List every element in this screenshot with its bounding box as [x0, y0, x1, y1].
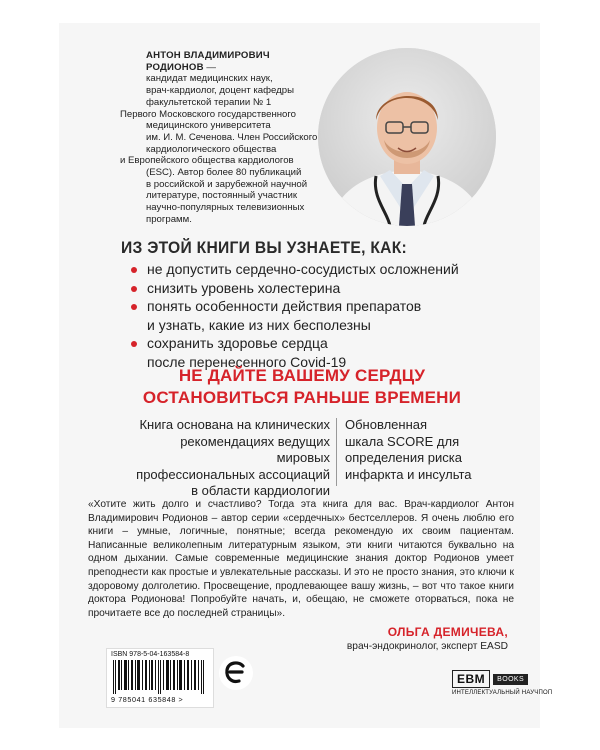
author-bio: АНТОН ВЛАДИМИРОВИЧ РОДИОНОВ — кандидат медицинских наук, врач-кардиолог, доцент кафедры факультетской терапии № 1 Первого Московского государственного медицинского университета им. И. М. Сеченова. Член Российского кардиологического общества и Европейского общества кардиологов (ESC). Автор более 80 публикаций в российской и зарубежной научной литературе, постоянный участник научно-популярных телевизионных программ. [120, 50, 328, 226]
quote-author-name: ОЛЬГА ДЕМИЧЕВА, [387, 625, 508, 639]
fact-line: рекомендациях ведущих мировых [180, 433, 330, 465]
bio-line: медицинского университета [146, 120, 271, 132]
bio-line: литературе, постоянный участник [146, 190, 298, 202]
imprint-tagline: ИНТЕЛЛЕКТУАЛЬНЫЙ НАУЧПОП [452, 690, 553, 696]
fact-line: определения риска [345, 450, 462, 465]
bio-line: факультетской терапии № 1 [146, 96, 272, 108]
fact-line: профессиональных ассоциаций [136, 466, 330, 482]
bio-line: программ. [146, 213, 192, 225]
bullet-icon [131, 341, 137, 347]
imprint-books-label: BOOKS [493, 674, 528, 685]
list-item [131, 260, 511, 279]
slogan [120, 365, 484, 409]
bio-line: врач-кардиолог, доцент кафедры [146, 85, 294, 97]
facts-divider [336, 418, 337, 486]
fact-line: шкала SCORE для [345, 433, 460, 449]
list-item-text-cont: после перенесенного Covid-19 [147, 353, 347, 370]
fact-line: инфаркта и инсульта [345, 466, 472, 482]
barcode-number: 9 785041 635848 > [111, 695, 184, 704]
bio-line: кардиологического общества [146, 143, 277, 155]
fact-line: в области кардиологии [191, 483, 330, 498]
list-item [131, 297, 511, 334]
author-photo [318, 48, 496, 226]
slogan-line: НЕ ДАЙТЕ ВАШЕМУ СЕРДЦУ [178, 366, 426, 385]
list-item [131, 279, 511, 298]
publisher-logo-icon [218, 655, 254, 691]
fact-line: Обновленная [345, 417, 428, 432]
list-item-text-cont: и узнать, какие из них бесполезны [147, 316, 371, 333]
isbn-text: ISBN 978-5-04-163584-8 [111, 651, 190, 658]
list-item-text: не допустить сердечно-сосудистых осложнений [147, 261, 459, 277]
learn-heading: ИЗ ЭТОЙ КНИГИ ВЫ УЗНАЕТЕ, КАК: [121, 238, 408, 257]
bio-line: Первого Московского государственного [120, 108, 297, 120]
bio-line: и Европейского общества кардиологов [120, 155, 294, 167]
fact-left [130, 417, 330, 500]
list-item-text: понять особенности действия препаратов [147, 298, 422, 314]
bio-line: в российской и зарубежной научной [146, 178, 308, 190]
list-item-text: сохранить здоровье сердца [147, 335, 328, 351]
list-item-text: снизить уровень холестерина [147, 279, 341, 296]
barcode-icon [111, 660, 209, 694]
bio-line: (ESC). Автор более 80 публикаций [146, 167, 302, 179]
bio-line: кандидат медицинских наук, [146, 73, 273, 85]
imprint-logo [452, 670, 552, 696]
review-quote: «Хотите жить долго и счастливо? Тогда эта книга для вас. Врач-кардиолог Антон Владимирович Родионов – автор серии «сердечных» бестселлеров. Я очень люблю его книги – умные, логичные, понятные; всегда рекомендую их своим пациентам. Написанные великолепным литературным языком, эти книги читаются буквально на одном дыхании. Самые современные медицинские знания доктор Родионов умеет преподнести как простые и увлекательные рассказы. И это не просто знания, это ключи к здоровому долголетию. Просвещение, продлевающее вашу жизнь, – вот что такое книги доктора Родионова! Попробуйте начать, и, обещаю, не сможете оторваться, пока не прочитаете все до последней страницы». [88, 499, 514, 619]
author-name: АНТОН ВЛАДИМИРОВИЧ РОДИОНОВ [146, 50, 270, 73]
bio-line: научно-популярных телевизионных [146, 202, 305, 214]
imprint-logo-mark: ЕВМ [452, 670, 490, 688]
barcode-box [106, 648, 214, 708]
quote-author-role: врач-эндокринолог, эксперт EASD [346, 641, 508, 652]
quote-author [347, 625, 508, 652]
bullet-icon [131, 286, 137, 292]
fact-right [345, 417, 510, 483]
slogan-line: ОСТАНОВИТЬСЯ РАНЬШЕ ВРЕМЕНИ [142, 388, 462, 407]
bullet-icon [131, 304, 137, 310]
fact-line: Книга основана на клинических [139, 417, 330, 432]
bio-line: им. И. М. Сеченова. Член Российского [146, 131, 318, 143]
learn-list [131, 260, 511, 371]
bullet-icon [131, 267, 137, 273]
